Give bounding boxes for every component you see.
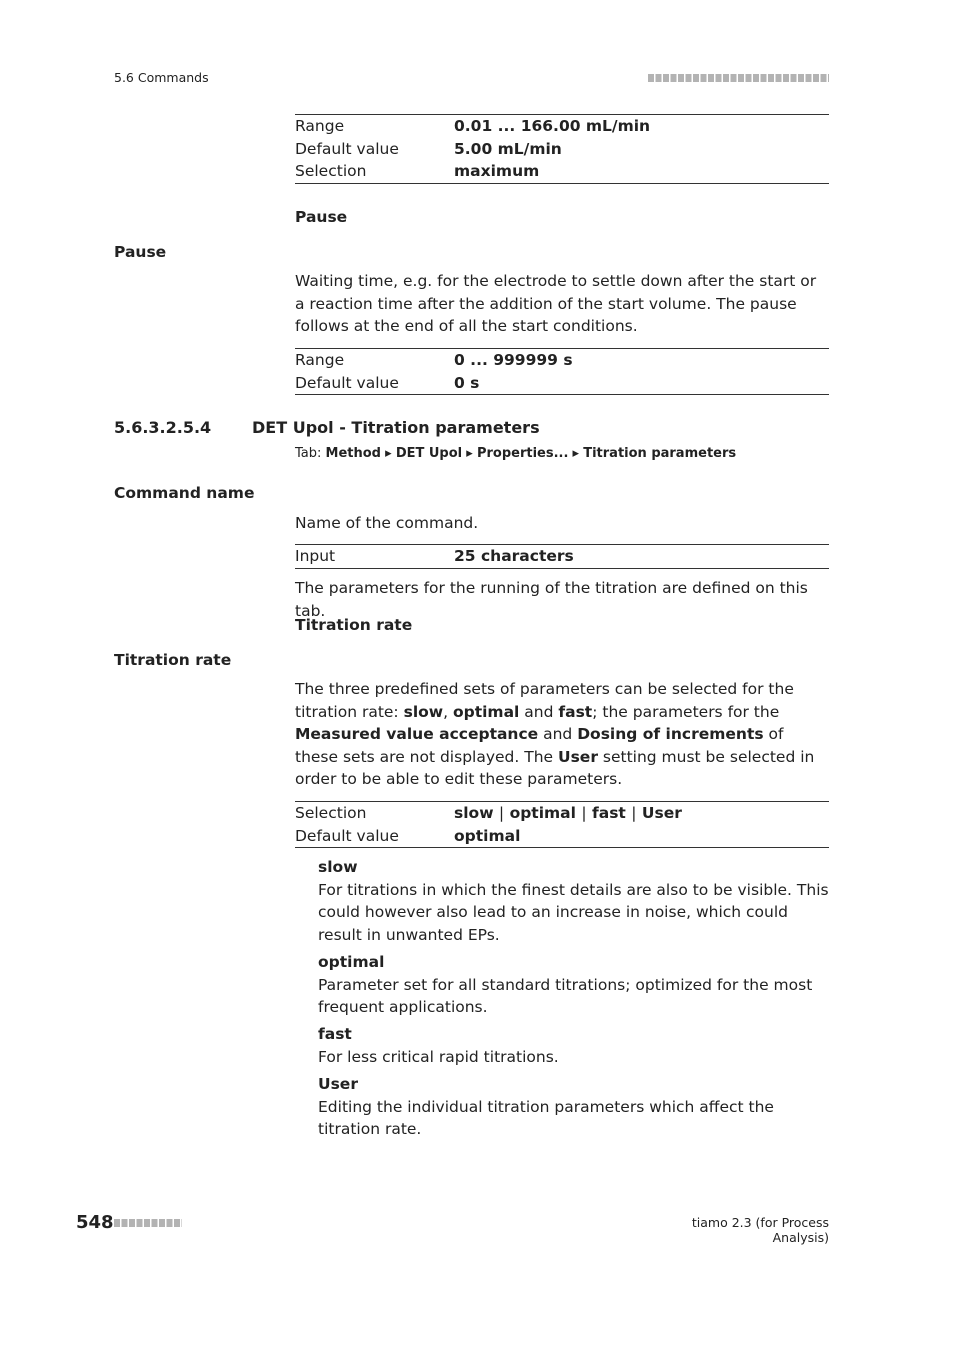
footer-product: tiamo 2.3 (for Process Analysis) (691, 1215, 829, 1245)
command-name-description: Name of the command. (295, 514, 479, 532)
text-run: of these sets are not displayed. The (295, 725, 784, 766)
titration-rate-table (295, 801, 829, 848)
table-row: Default value 0 s (295, 373, 480, 392)
running-header: 5.6 Commands (114, 70, 209, 85)
selection-values: slow | optimal | fast | User (454, 804, 682, 823)
table-row: Default value optimal (295, 826, 521, 845)
pause-subheading: Pause (295, 208, 348, 226)
pause-side-label: Pause (114, 243, 167, 261)
emphasis-term: Measured value acceptance (295, 725, 539, 743)
section-number: 5.6.3.2.5.4 (114, 418, 212, 437)
breadcrumb-item: Titration parameters (583, 446, 737, 461)
option-fast: fast For less critical rapid titrations. (318, 1025, 559, 1066)
text-run: , (443, 702, 453, 721)
text-run: setting must be selected in order to be able to edit these parameters. (295, 747, 815, 788)
table-row: Input 25 characters (295, 547, 574, 566)
table-row: Selection maximum (295, 162, 540, 181)
text-run: ; the parameters for the (592, 702, 780, 721)
pause-table (295, 348, 829, 395)
tab-breadcrumb (295, 446, 736, 461)
table-row: Default value 5.00 mL/min (295, 139, 562, 158)
titration-rate-description (295, 678, 829, 791)
titration-rate-subheading: Titration rate (295, 616, 413, 634)
option-optimal: optimal Parameter set for all standard titrations; optimized for the most frequent applications. (318, 953, 813, 1016)
titration-rate-side-label: Titration rate (114, 651, 232, 669)
table-row: Selection slow | optimal | fast | User (295, 802, 829, 825)
breadcrumb-item: Properties... (476, 446, 569, 461)
breadcrumb-separator-icon: ▸ (572, 446, 580, 461)
header-dots (648, 74, 829, 82)
breadcrumb-separator-icon: ▸ (385, 446, 392, 461)
page-number: 548 (76, 1212, 114, 1233)
command-name-table (295, 544, 829, 569)
footer-dots (114, 1219, 182, 1227)
flow-rate-table (295, 114, 829, 184)
emphasis-term: User (558, 747, 598, 766)
emphasis-term: optimal (452, 702, 520, 721)
emphasis-term: slow (403, 702, 444, 721)
breadcrumb-item: Method (325, 446, 381, 461)
text-run: The three predefined sets of parameters can be selected for the titration rate: (295, 680, 794, 721)
command-name-side-label: Command name (114, 484, 255, 502)
emphasis-term: Dosing of increments (577, 725, 764, 743)
breadcrumb-item: DET Upol (395, 446, 463, 461)
breadcrumb-separator-icon: ▸ (466, 446, 473, 461)
table-row: Range 0 ... 999999 s (295, 351, 573, 370)
text-run: and (519, 702, 559, 721)
text-run: and (538, 725, 578, 743)
emphasis-term: fast (558, 702, 593, 721)
table-row: Range 0.01 ... 166.00 mL/min (295, 117, 651, 136)
tab-prefix: Tab: (295, 446, 322, 461)
command-name-note: The parameters for the running of the titration are defined on this tab. (295, 579, 808, 620)
option-user: User Editing the individual titration parameters which affect the titration rate. (318, 1075, 774, 1138)
section-title: DET Upol - Titration parameters (252, 418, 540, 437)
pause-description: Waiting time, e.g. for the electrode to settle down after the start or a reaction time after the addition of the start volume. The pause follows at the end of all the start conditions. (295, 272, 817, 335)
option-slow: slow For titrations in which the finest details are also to be visible. This could however also lead to an increase in noise, which could result in unwanted EPs. (318, 858, 829, 944)
